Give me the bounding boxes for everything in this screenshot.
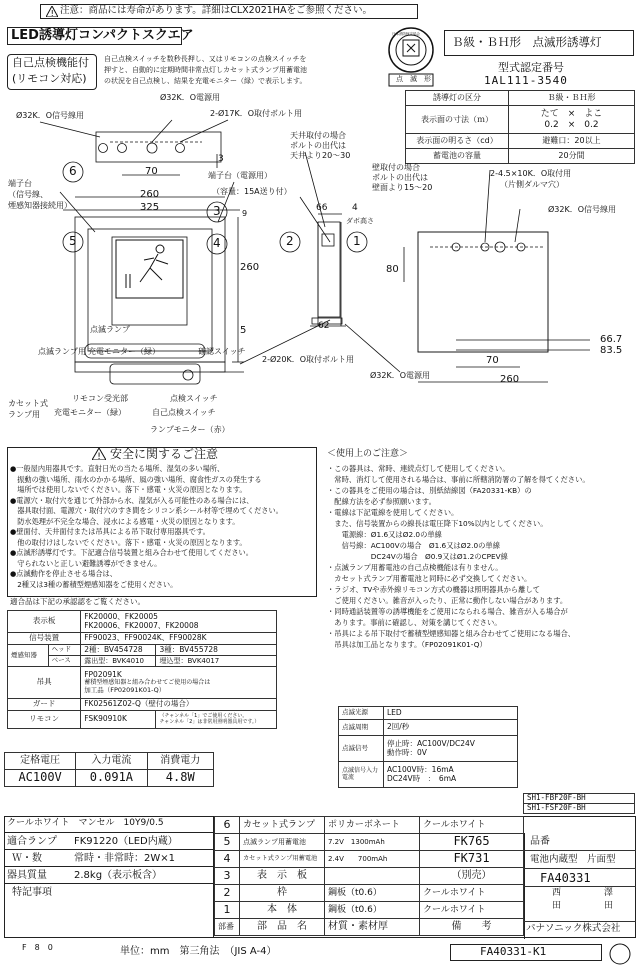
blink-value: 2回/秒 xyxy=(384,720,518,736)
product-desc: 電池内蔵型 片面型 xyxy=(530,854,616,865)
table-row xyxy=(339,736,518,762)
table-row xyxy=(8,611,277,633)
title-divider xyxy=(524,868,636,869)
hinban-label: 品番 xyxy=(530,836,550,847)
parts-header: 備 考 xyxy=(420,919,524,936)
compat-value-line: FK20000、FK20005 xyxy=(84,611,158,621)
label-dim-667: 66.7 xyxy=(600,334,623,345)
list-item: DC24Vの場合 Ø0.9又はØ1.2のCPEV線 xyxy=(327,552,508,561)
blink-value-line: 動作時：0V xyxy=(387,747,427,757)
blink-value-line: DC24V時 ： 6mA xyxy=(387,773,457,783)
side-view-body xyxy=(318,222,340,317)
approver-name: 田 xyxy=(552,901,562,911)
list-item: ●一般屋内用器具です。直射日光の当たる場所、湿気の多い場所、 xyxy=(10,464,225,473)
approver-name: 西 xyxy=(552,888,562,898)
label-dim-3: 3 xyxy=(218,154,224,164)
label-blink-lamp: 点滅ランプ xyxy=(90,325,130,334)
list-item: ●電源穴・取付穴を通じて外部から水、湿気が入る可能性のある場合には、 xyxy=(10,495,254,505)
label-terminal-3: 煙感知器接続用） xyxy=(8,201,72,210)
label-signal-r: Ø32K．O信号線用 xyxy=(548,205,617,214)
label-check-switch: 点検スイッチ xyxy=(170,394,218,403)
callout-num-5: 5 xyxy=(69,234,77,248)
compat-label: 煙感知器 xyxy=(8,645,49,667)
blink-value xyxy=(384,762,518,788)
label-wall-3: 壁面より15～20 xyxy=(372,183,433,192)
part-name: カセット式ランプ xyxy=(240,817,325,834)
list-item: ・吊具による吊下取付で蓄積型煙感知器と組み合わせてご使用になる場合、 xyxy=(327,629,576,638)
parts-left-label: Ｗ・数 xyxy=(12,853,42,864)
compat-label: 表示板 xyxy=(8,611,81,633)
parts-header: 材質・素材厚 xyxy=(325,919,420,936)
list-item: 信号線：AC100Vの場合 Ø1.6又はØ2.0の単線 xyxy=(327,541,501,550)
compat-value-line: FP02091K xyxy=(84,670,122,679)
parts-left-label: 適合ランプ xyxy=(7,836,57,847)
compat-value: FF90023、FF90024K、FF90028K xyxy=(81,633,277,645)
list-item: 吊具は加工品となります。（FP02091K01-Q） xyxy=(327,640,487,649)
label-terminal-power-2: （容量：15A送り付） xyxy=(212,187,292,196)
part-name: 本 体 xyxy=(240,902,325,919)
blink-table xyxy=(338,706,518,788)
title-divider xyxy=(524,921,636,922)
callout-num-4: 4 xyxy=(213,236,221,250)
parts-table xyxy=(214,816,524,936)
label-confirm-switch: 確認スイッチ xyxy=(198,347,246,356)
part-note: クールホワイト xyxy=(420,902,524,919)
part-material: ポリカーボネート xyxy=(325,817,420,834)
label-dim-325: 325 xyxy=(140,202,160,213)
blink-value xyxy=(384,736,518,762)
list-item: また、信号装置からの線長は電圧降下10%以内としてください。 xyxy=(327,519,548,528)
label-charge-monitor-2: 充電モニター（緑） xyxy=(54,408,126,417)
blink-value-line: AC100V時：16mA xyxy=(387,764,454,774)
label-dim-260v: 260 xyxy=(240,262,260,273)
table-row xyxy=(215,817,524,834)
label-ceiling-3: 天井より20～30 xyxy=(290,151,351,160)
list-item: ・ラジオ、TVや赤外線リモコン方式の機器は照明器具から離して xyxy=(327,585,541,594)
rating-value: AC100V xyxy=(5,770,76,787)
hole-power xyxy=(147,143,157,153)
list-item: ・この器具をご使用の場合は、別紙結線図（FA20331-KB）の xyxy=(327,486,532,495)
label-terminal-power: 端子台（電源用） xyxy=(208,171,272,180)
rating-table xyxy=(4,752,214,787)
hole-bolt-b xyxy=(176,144,185,153)
approval-label: 型式認定番号 xyxy=(498,61,564,74)
table-row xyxy=(339,762,518,788)
label-ceiling-2: ボルトの出代は xyxy=(290,141,346,150)
parts-left-row xyxy=(4,884,214,938)
part-no: 3 xyxy=(215,868,240,885)
list-item: ・点滅ランプ用蓄電池の自己点検機能は有りません。 xyxy=(327,563,503,572)
notes-items xyxy=(327,463,590,650)
table-row xyxy=(524,794,635,804)
label-mount-bolt-bottom: 2-Ø20K．O取付ボルト用 xyxy=(262,355,354,364)
doc-number: FA40331-K1 xyxy=(480,945,547,958)
warning-icon xyxy=(46,6,58,17)
cassette-view xyxy=(110,364,200,384)
drawing-number: FA40331 xyxy=(540,871,591,885)
spec-value: たて × よこ 0.2 × 0.2 xyxy=(509,106,635,134)
list-item: 振動の強い場所、雨水のかかる場所、風の強い場所、腐食性ガスの発生する xyxy=(10,474,262,484)
exit-sign-icon xyxy=(116,240,183,298)
class-label: Ｂ級・ＢＨ形 点滅形誘導灯 xyxy=(452,35,602,49)
label-dim-835: 83.5 xyxy=(600,345,623,356)
callout-num-3: 3 xyxy=(213,204,221,218)
label-dim-70: 70 xyxy=(145,166,158,177)
hole-bolt-a xyxy=(118,144,127,153)
compat-note-line: （チャンネル「1」でご使用ください。 xyxy=(159,712,248,719)
compat-label: ガード xyxy=(8,699,81,711)
compat-value-line: FK20006、FK20007、FK20008 xyxy=(84,620,199,630)
label-charge-monitor: 充電モニター（緑） xyxy=(88,347,160,356)
label-terminal-2: （信号線、 xyxy=(8,190,48,199)
compat-value: FK02561Z02-Q（壁付の場合） xyxy=(81,699,277,711)
title-divider xyxy=(524,886,636,887)
compat-value xyxy=(81,611,277,633)
label-power-top: Ø32K．O電源用 xyxy=(160,93,221,102)
label-self-check-switch: 自己点検スイッチ xyxy=(152,408,216,417)
table-row xyxy=(215,851,524,868)
company-name: パナソニック株式会社 xyxy=(526,923,621,934)
compat-sublabel: ベース xyxy=(48,656,81,667)
parts-left-row xyxy=(4,867,214,884)
parts-left-row xyxy=(4,816,214,833)
compat-value-line: 加工品（FP02091K01-Q） xyxy=(84,685,166,694)
compat-label: 吊具 xyxy=(8,667,81,699)
label-dim-66: 66 xyxy=(316,203,328,213)
compat-note: 適合品は下記の承認認をご覧ください。 xyxy=(10,597,145,606)
parts-left-color: クールホワイト マンセル 10Y9/0.5 xyxy=(7,818,164,828)
list-item: ・同時通話装置等の誘導機能をご使用になられる場合、雑音が入る場合が xyxy=(327,607,568,616)
spec-value: 20分間 xyxy=(509,149,635,164)
hole-signal xyxy=(99,144,108,153)
compat-value: 3種：BV455728 xyxy=(156,645,277,656)
front-view-body xyxy=(75,217,225,362)
title-divider xyxy=(524,850,636,851)
part-note: クールホワイト xyxy=(420,817,524,834)
label-blink-lamp-for: 点滅ランプ用 xyxy=(38,347,86,356)
part-note: クールホワイト xyxy=(420,885,524,902)
model-number: SH1-FBF20F-BH xyxy=(524,794,635,804)
table-row xyxy=(339,707,518,720)
spec-value: 避難口：20以上 xyxy=(509,134,635,149)
blink-label: 点滅周期 xyxy=(339,720,384,736)
table-row xyxy=(8,667,277,699)
approver-name: 澤 xyxy=(604,888,614,898)
parts-left-value: 常時・非常時：2W×1 xyxy=(74,853,175,864)
part-no: 1 xyxy=(215,902,240,919)
part-name: 点滅ランプ用蓄電池 xyxy=(240,834,325,851)
self-check-desc-3: の状況を自己点検し、結果を充電モニター（緑）で表示します。 xyxy=(104,77,307,85)
blink-label: 点滅信号入力電流 xyxy=(339,762,384,788)
label-dim-260b: 260 xyxy=(500,374,520,385)
label-terminal-1: 端子台 xyxy=(8,179,32,188)
part-no: 4 xyxy=(215,851,240,868)
svg-text:!: ! xyxy=(50,9,54,17)
notes-title: ＜使用上のご注意＞ xyxy=(327,449,409,459)
list-item: 防水処理が不完全な場合、浸水による感電・火災の原因となります。 xyxy=(10,516,240,526)
list-item: カセット式ランプ用蓄電池と同時に必ず交換してください。 xyxy=(327,574,532,583)
safety-title: 安全に関するご注意 xyxy=(110,447,219,461)
list-item: あります。事前に確認し、対策を講じてください。 xyxy=(327,618,502,627)
rating-header: 入力電流 xyxy=(76,753,147,770)
list-item: 他の取付けはしないでください。落下・感電・火災の原因となります。 xyxy=(10,537,247,547)
list-item: ●点滅形誘導灯です。下記適合信号装置と組み合わせて使用してください。 xyxy=(10,548,253,557)
compat-value: 露出型：BVK4010 xyxy=(81,656,156,667)
list-item: 器具取付面、電源穴・取付穴のすき間をシリコン系シール材等で埋めてください。 xyxy=(10,506,283,515)
table-row xyxy=(215,919,524,936)
page-title: LED誘導灯コンパクトスクエア xyxy=(11,28,194,43)
svg-text:!: ! xyxy=(97,452,101,460)
label-cassette-1: カセット式 xyxy=(8,399,48,408)
model-number: SH1-FSF20F-BH xyxy=(524,804,635,814)
compat-value xyxy=(81,667,277,699)
parts-left-label: 特記事項 xyxy=(12,887,52,898)
part-material: 7.2V 1300mAh xyxy=(325,834,420,851)
part-note: FK765 xyxy=(420,834,524,851)
list-item: 配線方法を必ず参照願います。 xyxy=(327,497,436,506)
list-item: 電源線：Ø1.6又はØ2.0の単線 xyxy=(327,530,442,539)
list-item: ご使用ください。雑音が入ったり、正常に動作しない場合があります。 xyxy=(327,596,568,605)
compat-value-line: 蓄積型煙感知器と組み合わせてご使用の場合は xyxy=(84,678,211,686)
part-note: FK731 xyxy=(420,851,524,868)
footer-units: 単位：mm 第三角法 （JIS A-4） xyxy=(120,946,277,957)
label-mount-screw-2: （片側ダルマ穴） xyxy=(500,180,564,189)
cert-mark-top: 日本消防検定協会 xyxy=(392,32,420,36)
list-item: 場所では使用しないでください。落下・感電・火災の原因となります。 xyxy=(10,485,247,494)
approver-name: 田 xyxy=(604,901,614,911)
table-row xyxy=(215,834,524,851)
list-item: 守られないと正しい避難誘導ができません。 xyxy=(10,558,162,568)
approval-number: 1AL111-3540 xyxy=(484,74,568,87)
blink-label: 点滅信号 xyxy=(339,736,384,762)
label-dowel: ダボ高さ xyxy=(346,217,374,225)
display-panel xyxy=(112,237,187,325)
spec-value: Ｂ級・ＢＨ形 xyxy=(509,91,635,106)
part-material: 2.4V 700mAh xyxy=(325,851,420,868)
label-lamp-monitor: ランプモニター（赤） xyxy=(150,425,230,434)
part-name: カセット式ランプ用蓄電池 xyxy=(240,851,325,868)
list-item: 2種又は3種の蓄積型煙感知器をご使用ください。 xyxy=(10,579,178,589)
spec-label: 表示面の明るさ（cd） xyxy=(406,134,509,149)
self-check-label: 自己点検機能付 xyxy=(12,56,89,69)
part-name: 表 示 板 xyxy=(240,868,325,885)
parts-header: 部番 xyxy=(215,919,240,936)
rating-value: 0.091A xyxy=(76,770,147,787)
part-no: 6 xyxy=(215,817,240,834)
safety-items xyxy=(10,464,283,590)
label-dim-260: 260 xyxy=(140,189,160,200)
label-dim-70b: 70 xyxy=(486,355,499,366)
table-row xyxy=(215,902,524,919)
list-item: ●点滅動作を停止させる場合は、 xyxy=(10,569,117,578)
label-ceiling-1: 天井取付の場合 xyxy=(290,131,346,140)
warning-triangle-icon xyxy=(92,448,106,460)
self-check-label-2: (リモコン対応) xyxy=(12,72,87,85)
compat-note-line: チャンネル「2」は非常用照明器具用です。） xyxy=(159,718,260,725)
parts-left-value: 2.8kg（表示板含） xyxy=(74,870,163,881)
table-row xyxy=(8,711,277,729)
compat-value: 埋込型：BVK4017 xyxy=(156,656,277,667)
list-item: ・この器具は、常時、連続点灯して使用してください。 xyxy=(327,464,510,473)
rating-value: 4.8W xyxy=(147,770,214,787)
revision-circle-icon xyxy=(608,942,632,966)
model-table xyxy=(523,793,635,814)
table-row xyxy=(339,720,518,736)
callout-num-2: 2 xyxy=(286,234,294,248)
callout-num-6: 6 xyxy=(69,164,77,178)
notice-text: 注意：商品には寿命があります。詳細はCLX2021HAをご参照ください。 xyxy=(60,5,372,16)
label-cassette-2: ランプ用 xyxy=(8,410,40,419)
label-signal: Ø32K．O信号線用 xyxy=(16,111,85,120)
compat-table xyxy=(7,610,277,729)
part-no: 2 xyxy=(215,885,240,902)
rating-header: 消費電力 xyxy=(147,753,214,770)
label-wall-1: 壁取付の場合 xyxy=(372,163,420,172)
compat-label: 信号装置 xyxy=(8,633,81,645)
parts-left xyxy=(4,816,214,938)
table-row xyxy=(8,656,277,667)
footer-code: F 8 0 xyxy=(22,943,53,952)
compat-value: 2種：BV454728 xyxy=(81,645,156,656)
compat-value-note xyxy=(156,711,277,729)
table-row xyxy=(5,753,214,770)
parts-header: 部 品 名 xyxy=(240,919,325,936)
label-dim-5: 5 xyxy=(240,325,247,336)
parts-left-row xyxy=(4,833,214,850)
self-check-desc-1: 自己点検スイッチを数秒長押し、又はリモコンの点検スイッチを xyxy=(104,55,307,63)
label-dim-62: 62 xyxy=(318,321,330,331)
table-row xyxy=(215,868,524,885)
parts-left-value: FK91220（LED内蔵） xyxy=(74,836,178,847)
part-note: （別売） xyxy=(420,868,524,885)
spec-label: 誘導灯の区分 xyxy=(406,91,509,106)
blink-value-line: 停止時：AC100V/DC24V xyxy=(387,738,475,748)
label-power-bottom: Ø32K．O電源用 xyxy=(370,371,431,380)
parts-left-row xyxy=(4,850,214,867)
label-remote-rx: リモコン受光部 xyxy=(72,394,128,403)
compat-value: FSK90910K xyxy=(81,711,156,729)
part-name: 枠 xyxy=(240,885,325,902)
list-item: 常時、消灯して使用される場合は、事前に所轄消防署の了解を得てください。 xyxy=(327,475,590,484)
self-check-desc-2: 押すと、自動的に定期時間非常点灯しカセット式ランプ用蓄電池 xyxy=(104,66,307,74)
spec-label: 蓄電池の容量 xyxy=(406,149,509,164)
list-item: ●壁面付、天井面付または吊具による吊下取付専用器具です。 xyxy=(10,527,210,536)
label-wall-2: ボルトの出代は xyxy=(372,173,428,182)
spec-label: 表示面の寸法（ｍ） xyxy=(406,106,509,134)
label-dim-4: 4 xyxy=(352,203,358,213)
part-no: 5 xyxy=(215,834,240,851)
callout-num-1: 1 xyxy=(353,234,361,248)
blink-label: 点滅光源 xyxy=(339,707,384,720)
top-view-body xyxy=(96,132,221,162)
cert-mark-bottom: 点 滅 形 xyxy=(396,75,431,83)
label-mount-screw-1: 2-4.5×10K．O取付用 xyxy=(490,169,572,178)
label-dim-9: 9 xyxy=(242,209,248,218)
list-item: ・電線は下記電線を使用してください。 xyxy=(327,508,459,517)
part-material: 鋼板（t0.6） xyxy=(325,902,420,919)
compat-label: リモコン xyxy=(8,711,81,729)
table-row xyxy=(524,804,635,814)
compat-sublabel: ヘッド xyxy=(48,645,81,656)
label-dim-80: 80 xyxy=(386,264,399,275)
part-material: 鋼板（t0.6） xyxy=(325,885,420,902)
table-row xyxy=(215,885,524,902)
table-row xyxy=(8,633,277,645)
table-row xyxy=(5,770,214,787)
parts-left-label: 器具質量 xyxy=(7,870,47,881)
table-row xyxy=(8,645,277,656)
rating-header: 定格電圧 xyxy=(5,753,76,770)
blink-value: LED xyxy=(384,707,518,720)
part-material xyxy=(325,868,420,885)
table-row xyxy=(8,699,277,711)
label-mount-bolt-top: 2-Ø17K．O取付ボルト用 xyxy=(210,109,302,118)
